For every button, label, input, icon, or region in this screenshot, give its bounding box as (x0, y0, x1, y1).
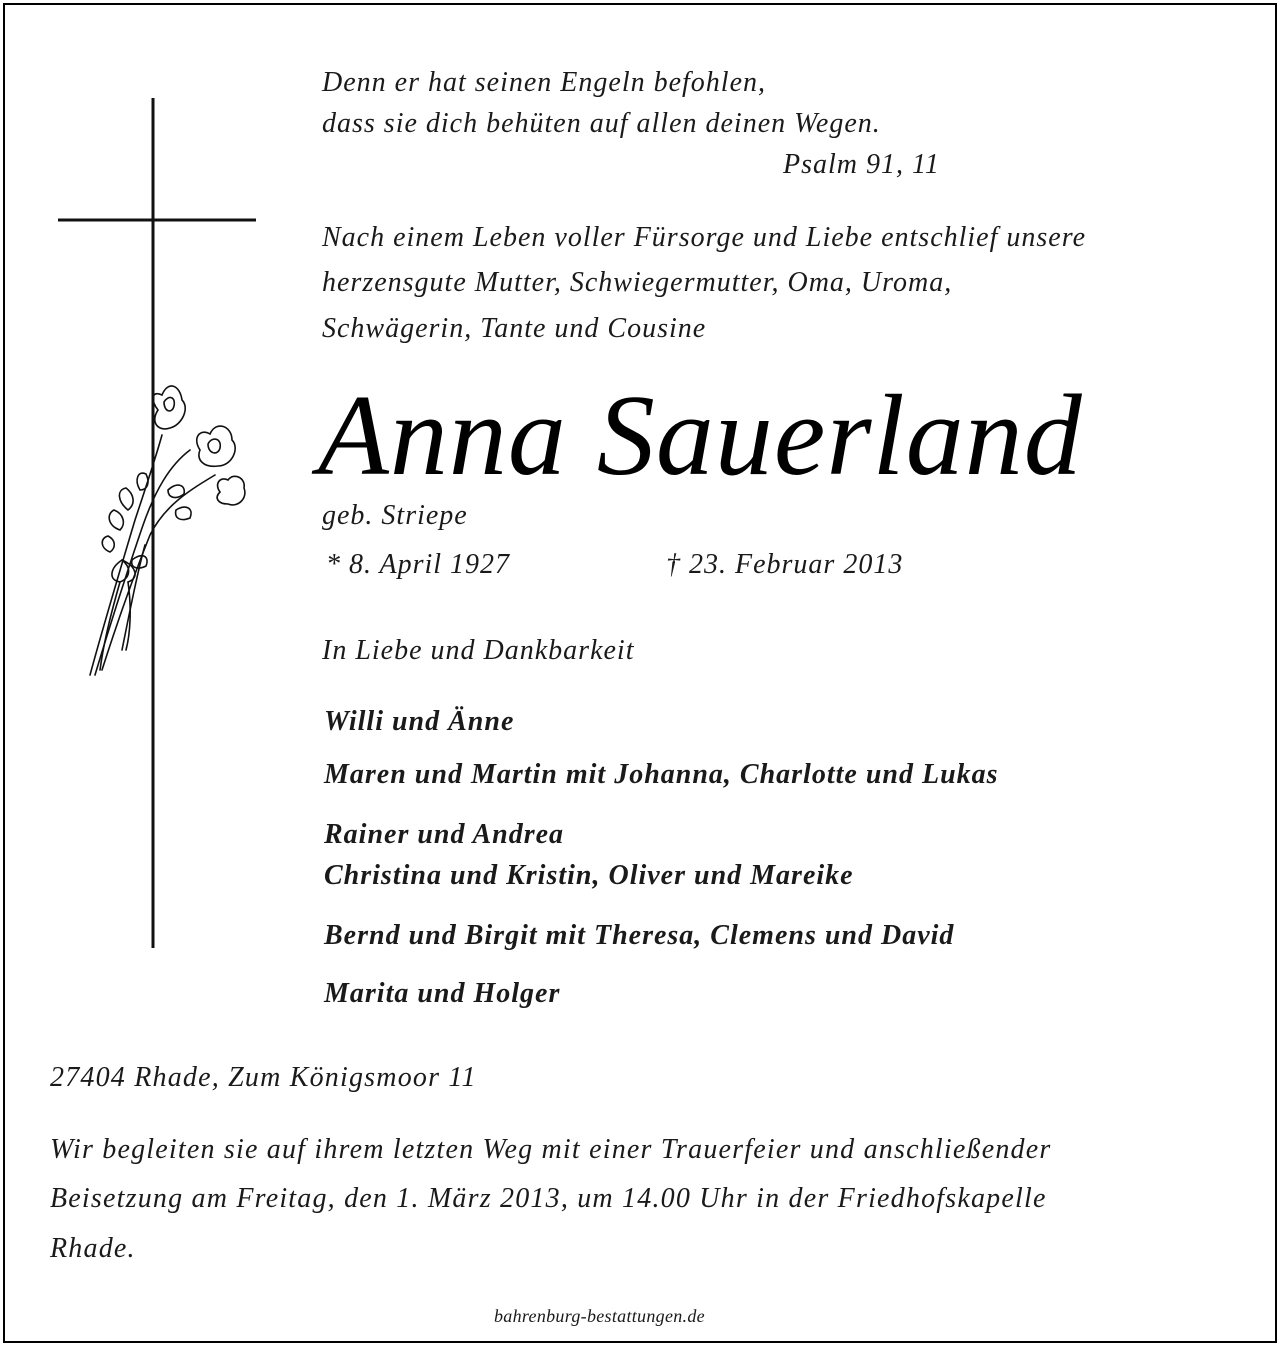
service-line-3: Rhade. (50, 1233, 136, 1264)
service-line-1: Wir begleiten sie auf ihrem letzten Weg mit einer Trauerfeier und anschließender (50, 1134, 1052, 1165)
death-date: † 23. Februar 2013 (666, 549, 904, 580)
verse-line-2: dass sie dich behüten auf allen deinen Wegen. (322, 108, 881, 139)
mourner-line: Rainer und Andrea (324, 819, 565, 850)
address: 27404 Rhade, Zum Königsmoor 11 (50, 1062, 477, 1093)
publisher-credit: bahrenburg-bestattungen.de (494, 1306, 705, 1326)
mourner-line: Marita und Holger (324, 978, 561, 1009)
birth-date: * 8. April 1927 (326, 549, 511, 580)
mourner-line: Willi und Änne (324, 706, 515, 737)
service-line-2: Beisetzung am Freitag, den 1. März 2013, um 14.00 Uhr in der Friedhofskapelle (50, 1183, 1047, 1214)
roses-icon (90, 386, 245, 675)
intro-line-3: Schwägerin, Tante und Cousine (322, 313, 707, 344)
intro-line-1: Nach einem Leben voller Fürsorge und Liebe entschlief unsere (322, 222, 1086, 253)
mourner-line: Bernd und Birgit mit Theresa, Clemens und David (324, 920, 955, 951)
intro-line-2: herzensgute Mutter, Schwiegermutter, Oma, Uroma, (322, 267, 953, 298)
mourner-line: Maren und Martin mit Johanna, Charlotte und Lukas (324, 759, 999, 790)
cross-icon (50, 90, 270, 960)
deceased-name: Anna Sauerland (318, 372, 1083, 500)
birth-name: geb. Striepe (322, 500, 468, 531)
mourner-line: Christina und Kristin, Oliver und Mareike (324, 860, 854, 891)
mourners-intro: In Liebe und Dankbarkeit (322, 635, 635, 666)
verse-reference: Psalm 91, 11 (783, 149, 940, 180)
verse-line-1: Denn er hat seinen Engeln befohlen, (322, 67, 767, 98)
